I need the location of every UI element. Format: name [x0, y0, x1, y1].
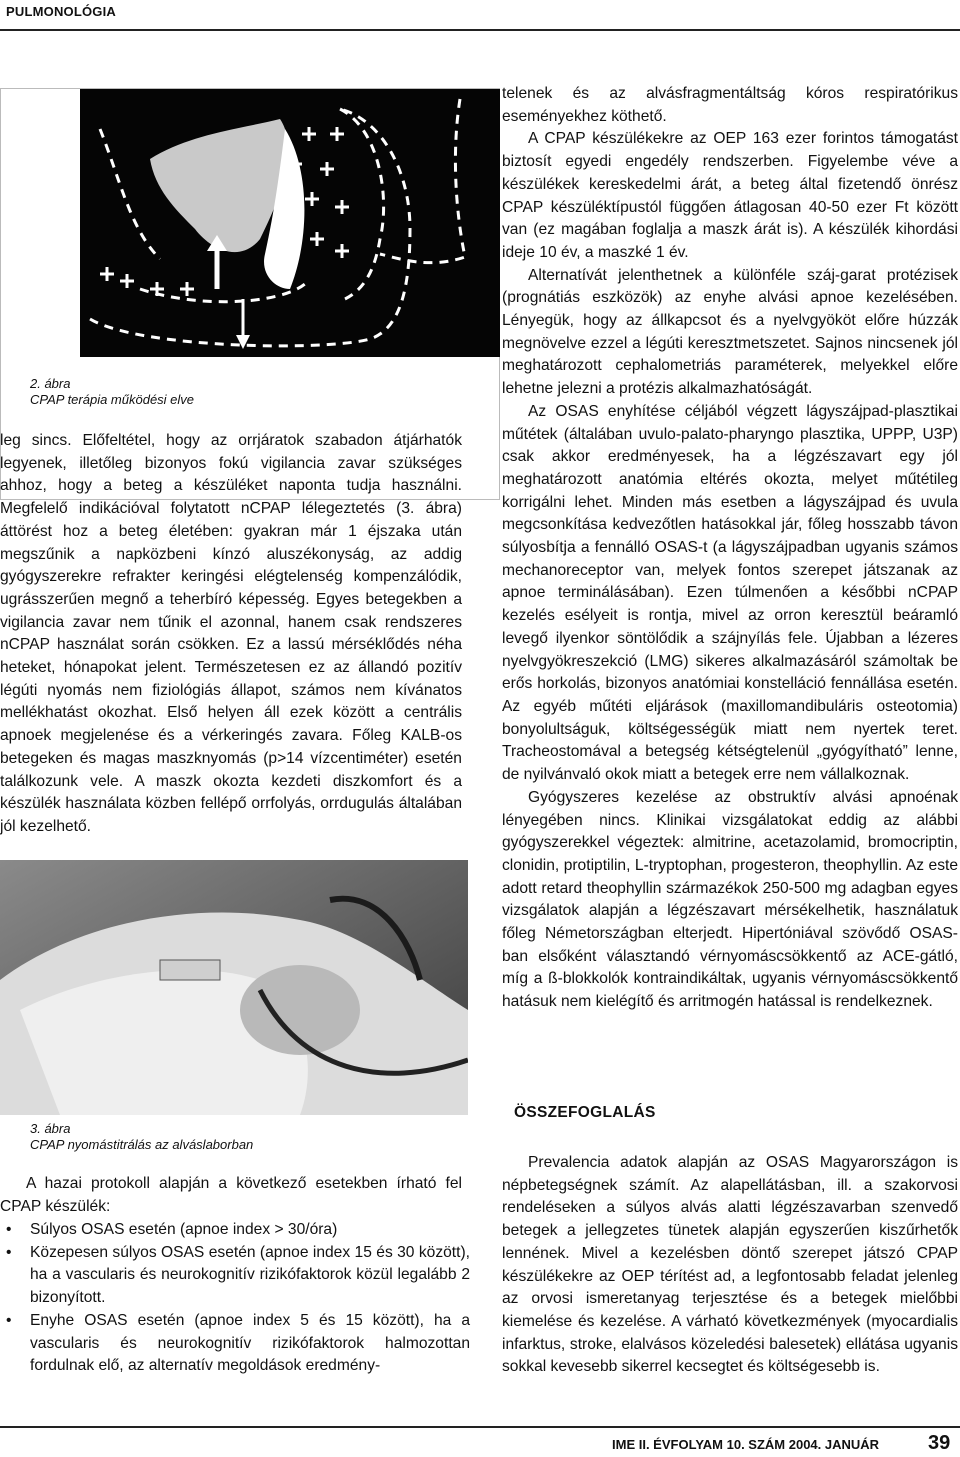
figure-3-title: CPAP nyomástitrálás az alváslaborban [30, 1137, 254, 1152]
footer-divider [0, 1426, 960, 1428]
figure-2-title: CPAP terápia működési elve [30, 392, 195, 407]
summary-heading: ÖSSZEFOGLALÁS [514, 1104, 656, 1121]
right-column-text [502, 83, 958, 1014]
figure-3-caption [30, 1121, 253, 1153]
indication-list [0, 1219, 470, 1378]
left-column-text-2 [0, 1173, 462, 1218]
list-item: • Enyhe OSAS esetén (apnoe index 5 és 15 között), ha a vascularis és neurokognitív rizikófaktorok halmozottan fordulnak elő, az alternatív megoldások eredmény- [6, 1311, 470, 1375]
right-paragraph-3: Alternatívát jelenthetnek a különféle száj-garat protézisek (prognátiás eszközök) az enyhe alvási apnoe kezelésében. Lényegük, hogy az állkapcsot és a nyelvgyököt előre húzzák megnövelve ezzel a légúti keresztmetszetet. Sajnos nincsenek jól meghatározott cephalometriás paraméterek, melyekkel előre lehetne jelezni a protézis alkalmazhatóságát. [502, 266, 958, 398]
left-paragraph-1: leg sincs. Előfeltétel, hogy az orrjáratok szabadon átjárhatók legyenek, illetőleg bizonyos fokú vigilancia zavar szükséges ahhoz, hogy a beteg a készüléket naponta tudja használni. Megfelelő indikációval folytatott nCPAP lélegeztetés (3. ábra) áttörést hoz a beteg életében: gyakran már 1 éjszaka után megszűnik a napközbeni kínzó aluszékonyság, az addig gyógyszerekre refrakter keringési elégtelenség kompenzálódik, ugrásszerűen megnő a teherbíró képesség. Egyes betegekben a vigilancia zavar nem tűnik el azonnal, hanem csak rendszeres nCPAP használat során csökken. Ez a lassú mérséklődés néha heteket, hónapokat jelent. Természetesen ez az állandó pozitív légúti nyomás nem fiziológiás állapot, számos nem kívánatos mellékhatást okozhat. Első helyen áll ezek között a centrális apnoek megjelenése és a vérkeringés zavara. Főleg KALB-os betegeken és magas maszknyomás (p>14 vízcentiméter) esetén találkozunk vele. A maszk okozta kezdeti diszkomfort és a készülék használata közben fellépő orrfolyás, orrdugulás általában jól kezelhető. [0, 432, 462, 835]
figure-3-photo [0, 860, 468, 1115]
right-paragraph-1: telenek és az alvásfragmentáltság kóros respiratórikus eseményekhez köthető. [502, 85, 958, 125]
section-header: PULMONOLÓGIA [6, 4, 117, 19]
summary-text [502, 1152, 958, 1379]
figure-2-caption [30, 376, 194, 408]
left-paragraph-2: A hazai protokoll alapján a következő esetekben írható fel CPAP készülék: [0, 1175, 462, 1215]
bullet-icon: • [6, 1243, 12, 1261]
summary-paragraph: Prevalencia adatok alapján az OSAS Magyarországon is népbetegségnek számít. Az alapellátásban, ill. a szakorvosi rendeléseken a súlyos alvás alatti légzészavarban szenvedő betegek a jellegzetes tünetek alapján egyszerűen kiszűrhetők lennének. Mivel a kezelésben döntő szerepet játszó CPAP készülékekre az OEP térítést ad, a legfontosabb feladat jelenleg az orvosi ismeretanyag terjesztése és a betegek mielőbbi kiemelése és kezelése. A várható következmények (myocardialis infarktus, stroke, elalvásos közeledési balesetek) ellátása ugyanis sokkal kevesebb sikerrel kecsegtet és költségesebb is. [502, 1154, 958, 1376]
bullet-icon: • [6, 1311, 12, 1329]
list-item: • Közepesen súlyos OSAS esetén (apnoe index 15 és 30 között), ha a vascularis és neurokognitív rizikófaktorok közül legalább 2 bizonyított. [6, 1243, 470, 1307]
figure-2-image [80, 89, 500, 357]
page-number: 39 [928, 1432, 951, 1454]
left-column-text [0, 430, 462, 839]
right-paragraph-5: Gyógyszeres kezelése az obstruktív alvási apnoénak lényegében nincs. Klinikai vizsgálatokat eddig az alábbi gyógyszerekkel végeztek: almitrine, acetazolamid, bromocriptin, clonidin, protiptilin, L-tryptophan, progesteron, theophyllin. Az este adott retard theophyllin származékok 250-500 mg adagban egyes vizsgálatok alapján a légzészavart mérsékelhetik, használatuk főleg Németországban elterjedt. Hipertóniával szövődő OSAS-ban elsőként választandó vérnyomáscsökkentő az ACE-gátló, míg a ß-blokkolók kontraindikáltak, ugyanis vérnyomáscsökkentő hatásuk nem kielégítő és arritmogén hatással is rendelkeznek. [502, 788, 958, 1011]
list-item: • Súlyos OSAS esetén (apnoe index > 30/óra) [0, 1219, 470, 1242]
bullet-icon: • [6, 1221, 12, 1238]
figure-2-number: 2. ábra [30, 376, 71, 391]
figure-3-number: 3. ábra [30, 1121, 71, 1136]
header-divider [0, 29, 960, 31]
footer-journal: IME II. ÉVFOLYAM 10. SZÁM 2004. JANUÁR [612, 1437, 880, 1452]
right-paragraph-2: A CPAP készülékekre az OEP 163 ezer forintos támogatást biztosít egyedi engedély rendszerben. Figyelembe véve a készülékek kereskedelmi árát, a beteg által fizetendő önrész CPAP készüléktípustól függően átlagosan 40-50 ezer Ft között van (ez magában foglalja a maszk árát is). A készülék kihordási ideje 10 év, a maszké 1 év. [502, 130, 958, 261]
right-paragraph-4: Az OSAS enyhítése céljából végzett lágyszájpad-plasztikai műtétek (általában uvulo-palato-pharyngo plasztika, UPPP, U3P) csak akkor eredményesek, ha a légzészavart egy jól meghatározott anatómia eltérés okozta, melyet műtétileg korrigálni lehet. Minden más esetben a lágyszájpad és uvula megcsonkítása kedvezőtlen hatásokkal jár, főleg hosszabb távon súlyosbítja a fennálló OSAS-t (a lágyszájpadban ugyanis számos mechanoreceptor van, melyek fontos szerepet játszanak az apnoe terminálásában). Ezen túlmenően a későbbi nCPAP kezelés esélyeit is rontja, mivel az orron keresztül beáramló levegő ilyenkor söntölődik a szájnyílás fele. Újabban a lézeres nyelvgyökreszekció (LMG) sikeres alkalmazásáról számoltak be erős horkolás, bizonyos anatómiai konstelláció fennállása esetén. Az egyéb műtéti eljárások (maxillomandibuláris osteotomia) bonyolultságuk, költségességük miatt nem nyertek teret. Tracheostomával a betegség kétségtelenül „gyógyítható” lenne, de nyilvánvaló okok miatt a betegek erre nem vállalkoznak. [502, 402, 958, 784]
